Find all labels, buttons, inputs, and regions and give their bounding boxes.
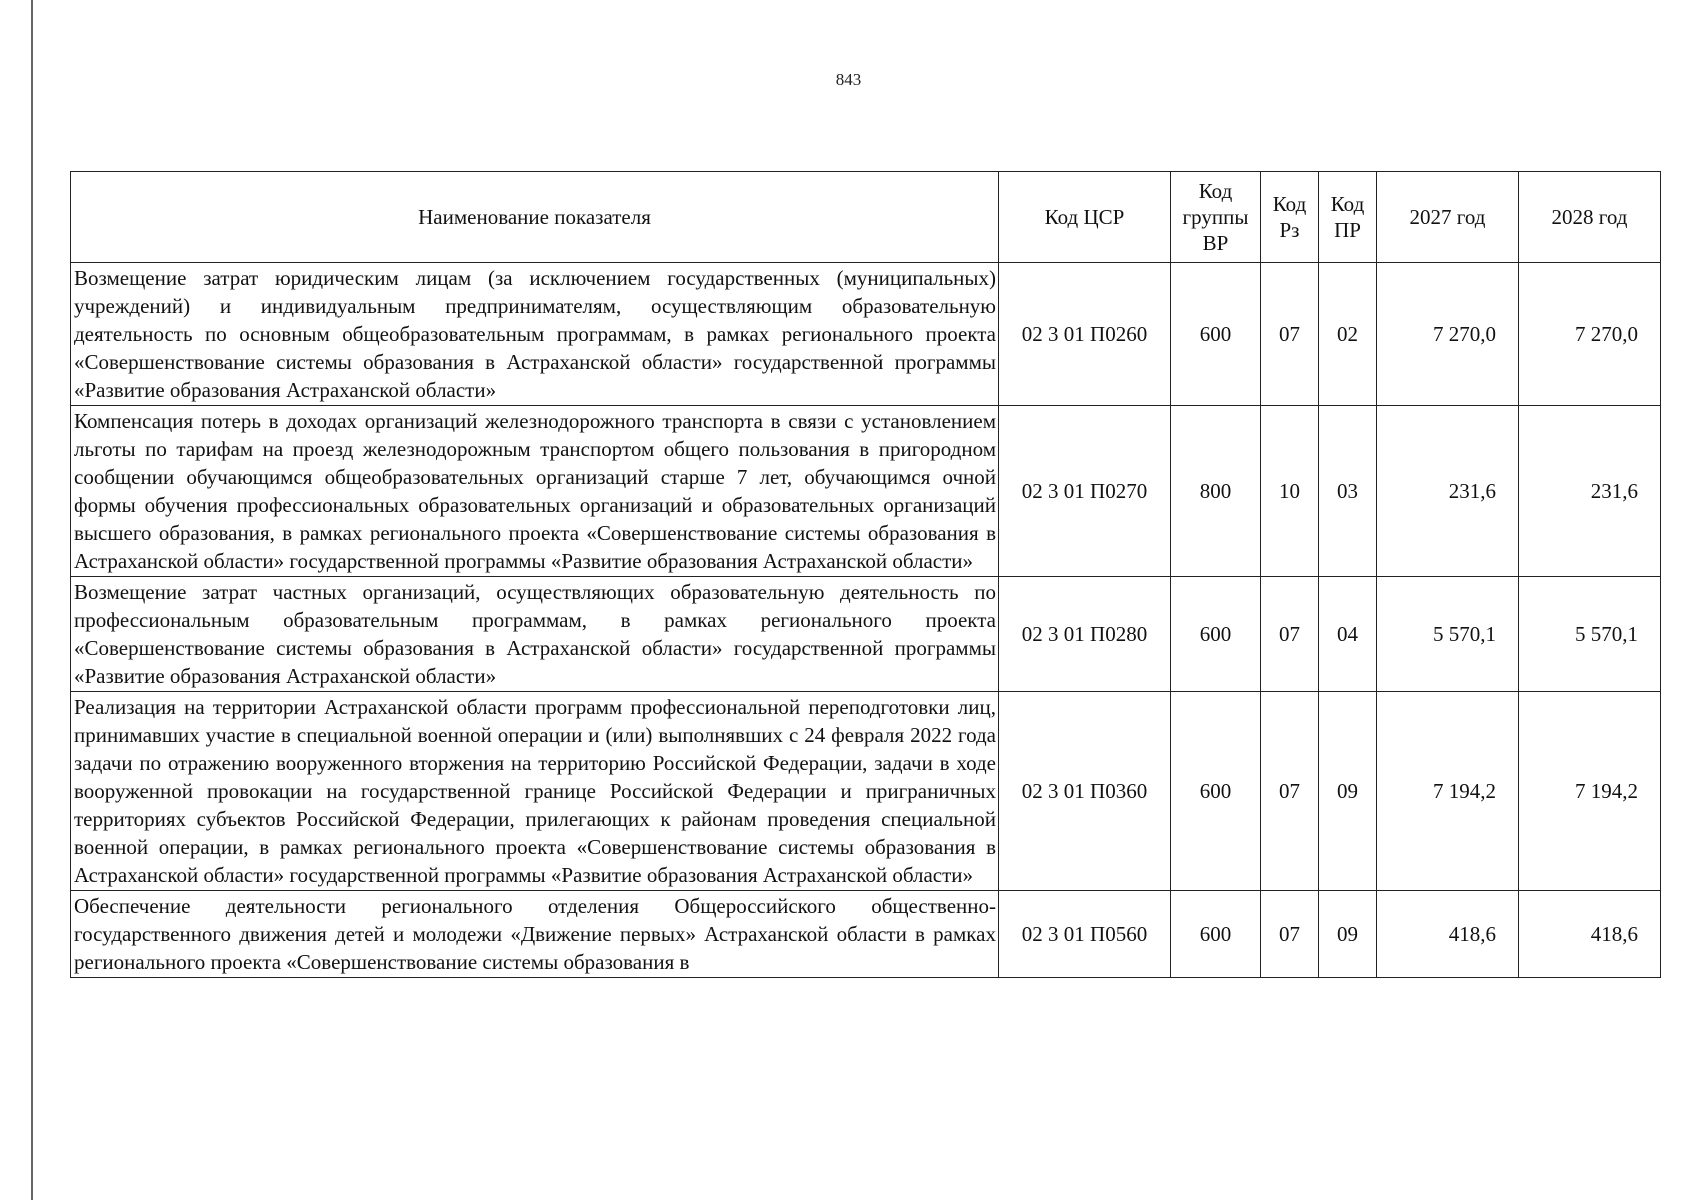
header-rz: Код Рз — [1261, 172, 1319, 263]
header-csr: Код ЦСР — [999, 172, 1171, 263]
row-vr: 600 — [1171, 692, 1261, 891]
row-pr: 09 — [1319, 692, 1377, 891]
row-2028: 418,6 — [1519, 891, 1661, 978]
row-pr: 02 — [1319, 263, 1377, 406]
row-name: Возмещение затрат частных организаций, осуществляющих образовательную деятельность по профессиональным образовательным программам, в рамках регионального проекта «Совершенствование системы образования в Астраханской области» государственной программы «Развитие образования Астраханской области» — [71, 577, 999, 692]
row-vr: 600 — [1171, 577, 1261, 692]
table-row — [71, 406, 1661, 577]
row-vr: 800 — [1171, 406, 1261, 577]
row-name: Обеспечение деятельности регионального отделения Общероссийского общественно-государственного движения детей и молодежи «Движение первых» Астраханской области в рамках регионального проекта «Совершенствование системы образования в — [71, 891, 999, 978]
row-name: Компенсация потерь в доходах организаций железнодорожного транспорта в связи с установлением льготы по тарифам на проезд железнодорожным транспортом общего пользования в пригородном сообщении обучающимся общеобразовательных организаций старше 7 лет, обучающимся очной формы обучения профессиональных образовательных организаций и образовательных организаций высшего образования, в рамках регионального проекта «Совершенствование системы образования в Астраханской области» государственной программы «Развитие образования Астраханской области» — [71, 406, 999, 577]
table-row — [71, 891, 1661, 978]
page-number: 843 — [835, 70, 862, 89]
table-row — [71, 577, 1661, 692]
row-csr: 02 3 01 П0270 — [999, 406, 1171, 577]
row-rz: 10 — [1261, 406, 1319, 577]
table-row — [71, 692, 1661, 891]
row-rz: 07 — [1261, 263, 1319, 406]
row-rz: 07 — [1261, 692, 1319, 891]
header-2028: 2028 год — [1519, 172, 1661, 263]
row-rz: 07 — [1261, 577, 1319, 692]
row-pr: 04 — [1319, 577, 1377, 692]
row-2027: 231,6 — [1377, 406, 1519, 577]
row-2027: 5 570,1 — [1377, 577, 1519, 692]
row-2028: 7 194,2 — [1519, 692, 1661, 891]
row-vr: 600 — [1171, 263, 1261, 406]
row-2027: 7 194,2 — [1377, 692, 1519, 891]
row-2028: 5 570,1 — [1519, 577, 1661, 692]
row-name: Возмещение затрат юридическим лицам (за исключением государственных (муниципальных) учреждений) и индивидуальным предпринимателям, осуществляющим образовательную деятельность по основным общеобразовательным программам, в рамках регионального проекта «Совершенствование системы образования в Астраханской области» государственной программы «Развитие образования Астраханской области» — [71, 263, 999, 406]
header-pr: Код ПР — [1319, 172, 1377, 263]
table-row — [71, 263, 1661, 406]
row-csr: 02 3 01 П0360 — [999, 692, 1171, 891]
header-2027: 2027 год — [1377, 172, 1519, 263]
budget-table — [70, 171, 1661, 978]
row-vr: 600 — [1171, 891, 1261, 978]
row-pr: 03 — [1319, 406, 1377, 577]
row-pr: 09 — [1319, 891, 1377, 978]
row-2028: 231,6 — [1519, 406, 1661, 577]
row-rz: 07 — [1261, 891, 1319, 978]
header-vr: Код группы ВР — [1171, 172, 1261, 263]
table-header-row — [71, 172, 1661, 263]
row-2027: 418,6 — [1377, 891, 1519, 978]
row-csr: 02 3 01 П0280 — [999, 577, 1171, 692]
row-csr: 02 3 01 П0560 — [999, 891, 1171, 978]
page-margin-line — [31, 0, 33, 1200]
row-csr: 02 3 01 П0260 — [999, 263, 1171, 406]
header-name: Наименование показателя — [71, 172, 999, 263]
row-2027: 7 270,0 — [1377, 263, 1519, 406]
row-name: Реализация на территории Астраханской области программ профессиональной переподготовки лиц, принимавших участие в специальной военной операции и (или) выполнявших с 24 февраля 2022 года задачи по отражению вооруженного вторжения на территорию Российской Федерации, задачи в ходе вооруженной провокации на государственной границе Российской Федерации и приграничных территориях субъектов Российской Федерации, прилегающих к районам проведения специальной военной операции, в рамках регионального проекта «Совершенствование системы образования в Астраханской области» государственной программы «Развитие образования Астраханской области» — [71, 692, 999, 891]
row-2028: 7 270,0 — [1519, 263, 1661, 406]
